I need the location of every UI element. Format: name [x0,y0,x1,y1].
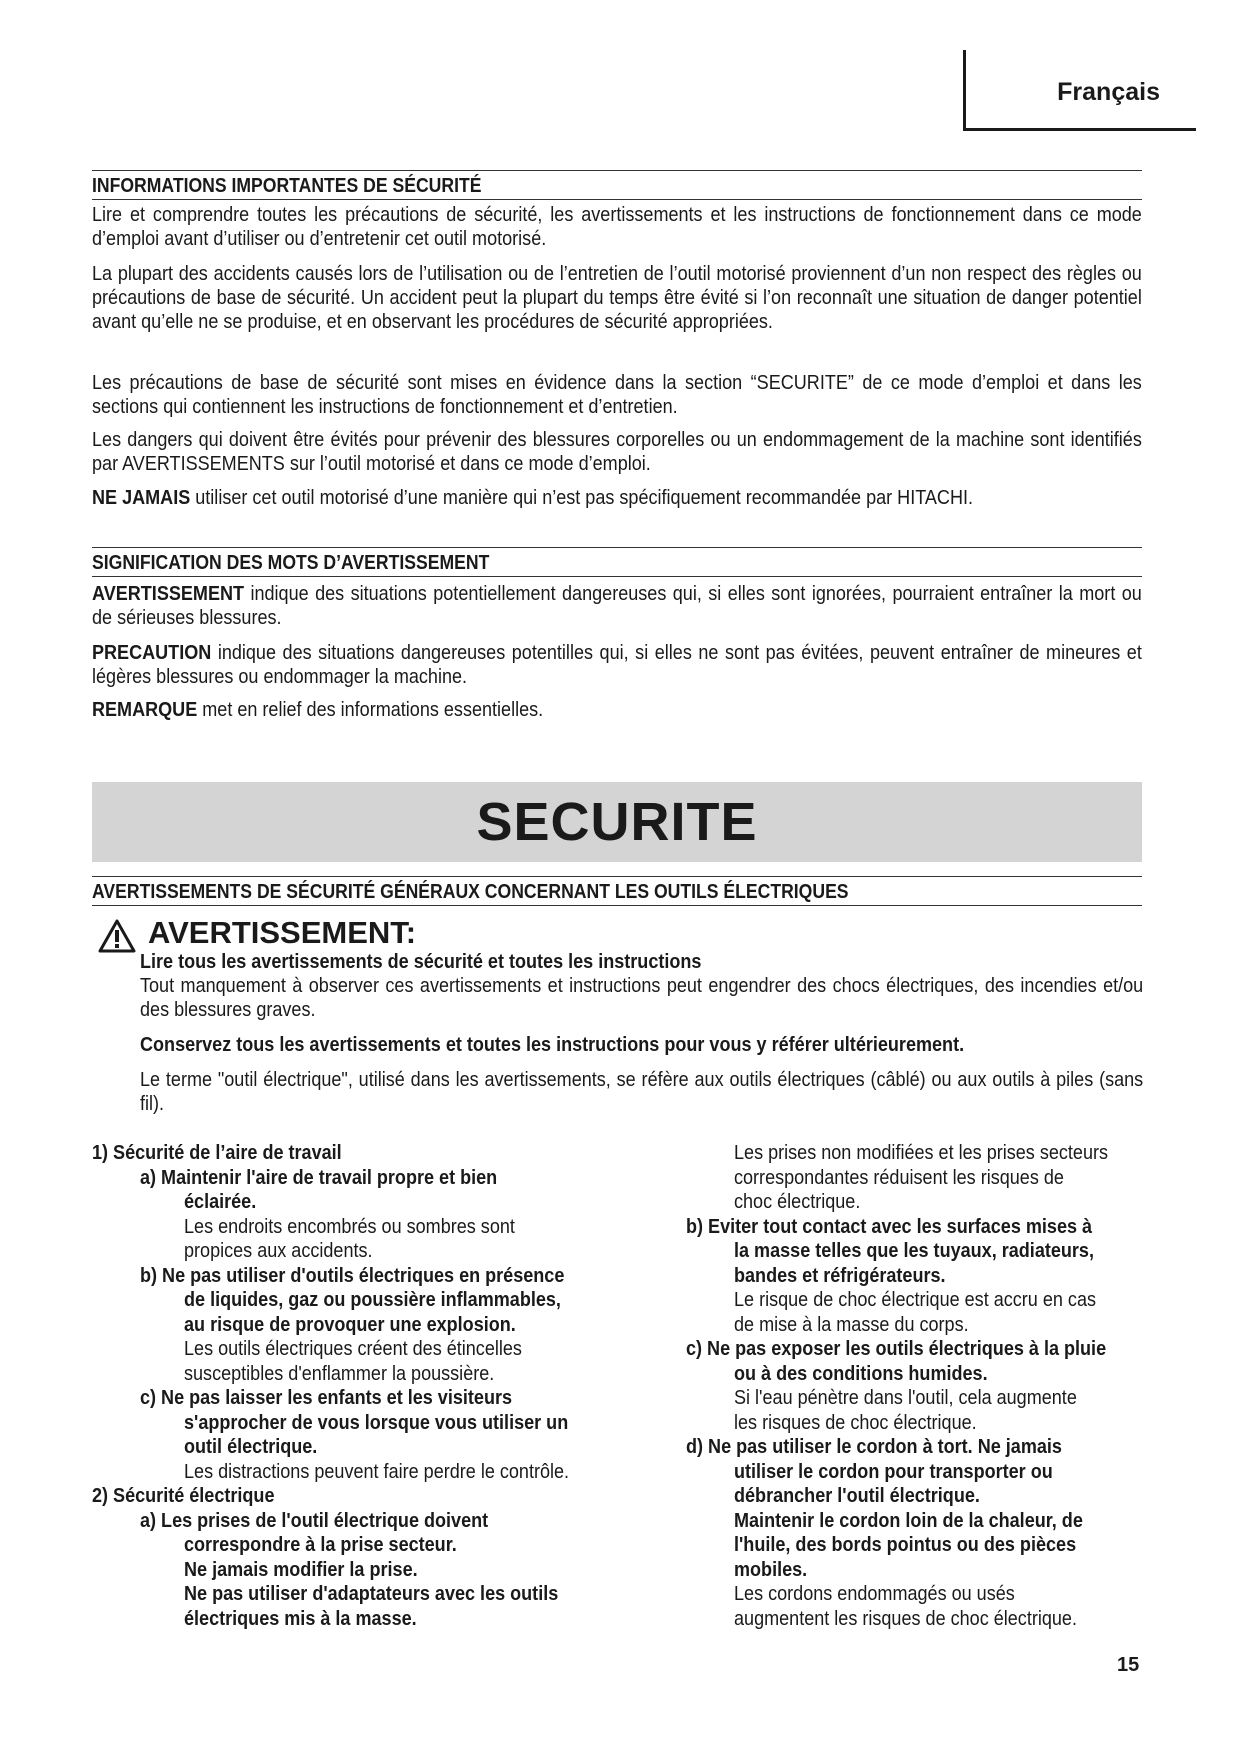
list-item-text: Si l'eau pénètre dans l'outil, cela augmente [734,1386,1077,1409]
list-item-title: la masse telles que les tuyaux, radiateurs, [734,1239,1094,1262]
bold-lead: NE JAMAIS [92,486,191,509]
paragraph [92,698,1142,722]
list-item-title: c) Ne pas exposer les outils électriques à la pluie [686,1337,1107,1360]
section-heading-text: SIGNIFICATION DES MOTS D’AVERTISSEMENT [92,552,490,574]
bold-statement: Conservez tous les avertissements et toutes les instructions pour vous y référer ultérieurement. [140,1033,965,1056]
list-item-title: débrancher l'outil électrique. [734,1484,980,1507]
left-column [92,1141,612,1641]
list-item-text: correspondantes réduisent les risques de [734,1165,1064,1189]
bold-lead: Lire tous les avertissements de sécurité et toutes les instructions [140,950,702,973]
paragraph [140,950,1143,1022]
list-item-text: Le risque de choc électrique est accru en cas [734,1288,1097,1311]
list-item-text: Les cordons endommagés ou usés [734,1582,1015,1605]
list-item-title: b) Ne pas utiliser d'outils électriques en présence [140,1263,565,1287]
language-tab [963,50,1196,131]
paragraph [92,641,1142,689]
paragraph: Les dangers qui doivent être évités pour prévenir des blessures corporelles ou un endommagement de la machine sont identifiés par AVERTISSEMENTS sur l’outil motorisé et dans ce mode d’emploi. [92,428,1142,475]
list-heading: 1) Sécurité de l’aire de travail [92,1141,342,1164]
paragraph [92,582,1142,630]
list-item-text: propices aux accidents. [184,1239,373,1262]
list-item-text: augmentent les risques de choc électrique. [734,1606,1077,1630]
list-item-title: utiliser le cordon pour transporter ou [734,1459,1053,1483]
list-item-title: électriques mis à la masse. [184,1606,417,1630]
list-item-text: susceptibles d'enflammer la poussière. [184,1361,495,1385]
section-heading-text: INFORMATIONS IMPORTANTES DE SÉCURITÉ [92,175,482,197]
list-item-text: Les endroits encombrés ou sombres sont [184,1214,515,1238]
list-item-title: l'huile, des bords pointus ou des pièces [734,1533,1077,1556]
list-item-title: correspondre à la prise secteur. [184,1533,457,1556]
list-item-text: choc électrique. [734,1190,861,1213]
right-column [686,1141,1146,1641]
list-item-title: éclairée. [184,1190,257,1213]
section-heading-text: AVERTISSEMENTS DE SÉCURITÉ GÉNÉRAUX CONCERNANT LES OUTILS ÉLECTRIQUES [92,881,849,903]
paragraph: Les précautions de base de sécurité sont mises en évidence dans la section “SECURITE” de ce mode d’emploi et dans les sections qui contiennent les instructions de fonctionnement et d’entretien. [92,371,1142,418]
paragraph: Le terme "outil électrique", utilisé dans les avertissements, se réfère aux outils électriques (câblé) ou aux outils à piles (sans fil). [140,1068,1144,1115]
list-item-title: outil électrique. [184,1435,318,1458]
language-label: Français [1057,78,1160,106]
section-heading-general-warnings [92,876,1142,906]
warning-title-text: AVERTISSEMENT: [148,915,417,950]
paragraph: La plupart des accidents causés lors de l’utilisation ou de l’entretien de l’outil motorisé proviennent d’un non respect des règles ou précautions de base de sécurité. Un accident peut la plupart du temps être évité si l’on reconnaît une situation de danger potentiel avant qu’elle ne se produise, et en observant les procédures de sécurité appropriées. [92,262,1142,333]
list-item-title: Ne pas utiliser d'adaptateurs avec les outils [184,1582,559,1605]
list-item-text: Les outils électriques créent des étincelles [184,1337,522,1360]
bold-lead: AVERTISSEMENT [92,582,245,605]
list-item-text: Les distractions peuvent faire perdre le contrôle. [184,1459,570,1483]
paragraph [92,486,1142,510]
list-item-title: s'approcher de vous lorsque vous utiliser un [184,1410,569,1434]
paragraph-text: indique des situations dangereuses potentilles qui, si elles ne sont pas évitées, peuvent entraîner de mineures et légères blessures ou endommager la machine. [92,641,1142,688]
paragraph-text: indique des situations potentiellement dangereuses qui, si elles sont ignorées, pourraient entraîner la mort ou de sérieuses blessures. [92,582,1142,629]
paragraph: Lire et comprendre toutes les précautions de sécurité, les avertissements et les instructions de fonctionnement dans ce mode d’emploi avant d’utiliser ou d’entretenir cet outil motorisé. [92,203,1142,250]
list-item-title: ou à des conditions humides. [734,1361,988,1385]
list-item-text: les risques de choc électrique. [734,1410,977,1434]
list-item-title: d) Ne pas utiliser le cordon à tort. Ne jamais [686,1435,1062,1458]
paragraph [140,1033,1143,1057]
list-item-title: Maintenir le cordon loin de la chaleur, de [734,1508,1083,1532]
list-heading: 2) Sécurité électrique [92,1484,275,1507]
list-item-title: a) Maintenir l'aire de travail propre et bien [140,1165,498,1189]
list-item-title: b) Eviter tout contact avec les surfaces mises à [686,1214,1093,1238]
securite-banner [92,782,1142,862]
bold-lead: REMARQUE [92,698,198,721]
list-item-title: bandes et réfrigérateurs. [734,1263,946,1287]
list-item-title: de liquides, gaz ou poussière inflammables, [184,1288,561,1311]
list-item-title: au risque de provoquer une explosion. [184,1312,516,1336]
list-item-text: de mise à la masse du corps. [734,1312,969,1336]
bold-lead: PRECAUTION [92,641,212,664]
paragraph-text: met en relief des informations essentielles. [197,698,544,721]
list-item-title: c) Ne pas laisser les enfants et les visiteurs [140,1386,513,1409]
section-heading-warning-words [92,547,1142,577]
list-item-title: Ne jamais modifier la prise. [184,1557,418,1581]
paragraph-text: utiliser cet outil motorisé d’une manière qui n’est pas spécifiquement recommandée par HITACHI. [190,486,974,509]
warning-triangle-icon [98,919,136,953]
banner-title: SECURITE [476,792,758,852]
section-heading-safety-info [92,170,1142,200]
list-item-title: a) Les prises de l'outil électrique doivent [140,1508,489,1532]
paragraph-text: Tout manquement à observer ces avertissements et instructions peut engendrer des chocs électriques, des incendies et/ou des blessures graves. [140,974,1144,1021]
list-item-title: mobiles. [734,1557,808,1581]
list-item-text: Les prises non modifiées et les prises secteurs [734,1141,1109,1164]
page-number: 15 [1117,1654,1140,1676]
